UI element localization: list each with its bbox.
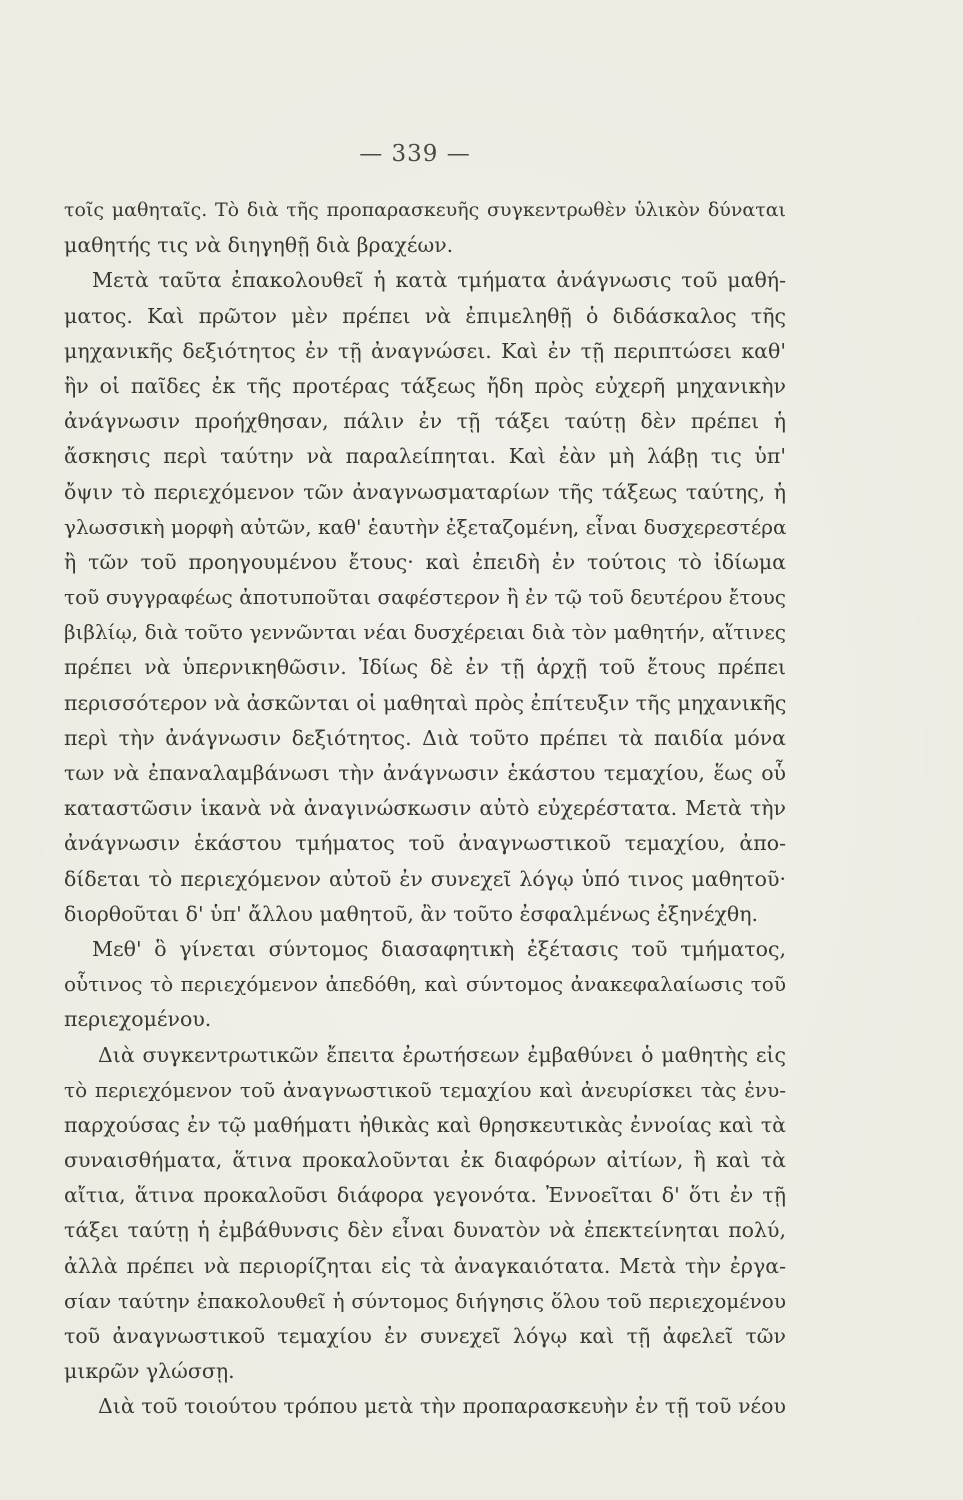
- text-line: οὗτινος τὸ περιεχόμενον ἀπεδόθη, καὶ σύντομος ἀνακεφαλαίωσις τοῦ: [64, 972, 786, 997]
- text-line: σίαν ταύτην ἐπακολουθεῖ ἡ σύντομος διήγησις ὅλου τοῦ περιεχομένου: [64, 1288, 786, 1313]
- text-line: βιβλίῳ, διὰ τοῦτο γεννῶνται νέαι δυσχέρειαι διὰ τὸν μαθητήν, αἵτινες: [64, 620, 786, 645]
- text-line: μαθητής τις νὰ διηγηθῇ διὰ βραχέων.: [64, 233, 454, 258]
- text-line: ὄψιν τὸ περιεχόμενον τῶν ἀναγνωσματαρίων τῆς τάξεως ταύτης, ἡ: [64, 479, 786, 504]
- text-line: ἀνάγνωσιν ἑκάστου τμήματος τοῦ ἀναγνωστικοῦ τεμαχίου, ἀπο-: [64, 831, 786, 856]
- text-line: τοῦ ἀναγνωστικοῦ τεμαχίου ἐν συνεχεῖ λόγῳ καὶ τῇ ἀφελεῖ τῶν: [64, 1324, 786, 1348]
- text-line: Διὰ τοῦ τοιούτου τρόπου μετὰ τὴν προπαρασκευὴν ἐν τῇ τοῦ νέου: [98, 1394, 786, 1419]
- text-line: ματος. Καὶ πρῶτον μὲν πρέπει νὰ ἐπιμεληθῇ ὁ διδάσκαλος τῆς: [64, 303, 786, 328]
- text-line: περὶ τὴν ἀνάγνωσιν δεξιότητος. Διὰ τοῦτο πρέπει τὰ παιδία μόνα: [64, 725, 786, 750]
- text-line: ἣν οἱ παῖδες ἐκ τῆς προτέρας τάξεως ἤδη πρὸς εὐχερῆ μηχανικὴν: [64, 373, 786, 398]
- text-line: τοῖς μαθηταῖς. Τὸ διὰ τῆς προπαρασκευῆς συγκεντρωθὲν ὑλικὸν δύναται: [64, 199, 786, 221]
- text-line: ἀνάγνωσιν προήχθησαν, πάλιν ἐν τῇ τάξει ταύτῃ δὲν πρέπει ἡ: [64, 409, 786, 434]
- text-line: μικρῶν γλώσσῃ.: [64, 1359, 235, 1384]
- text-line: αἴτια, ἅτινα προκαλοῦσι διάφορα γεγονότα. Ἐννοεῖται δ' ὅτι ἐν τῇ: [64, 1183, 786, 1208]
- text-line: διορθοῦται δ' ὑπ' ἄλλου μαθητοῦ, ἂν τοῦτο ἐσφαλμένως ἐξηνέχθη.: [64, 901, 759, 926]
- text-line: τοῦ συγγραφέως ἀποτυποῦται σαφέστερον ἢ ἐν τῷ τοῦ δευτέρου ἔτους: [64, 585, 786, 610]
- page-number: — 339 —: [359, 141, 471, 167]
- text-line: γλωσσικὴ μορφὴ αὐτῶν, καθ' ἑαυτὴν ἐξεταζομένη, εἶναι δυσχερεστέρα: [64, 514, 786, 539]
- text-line: τὸ περιεχόμενον τοῦ ἀναγνωστικοῦ τεμαχίου καὶ ἀνευρίσκει τὰς ἐνυ-: [64, 1077, 786, 1102]
- text-line: Διὰ συγκεντρωτικῶν ἔπειτα ἐρωτήσεων ἐμβαθύνει ὁ μαθητὴς εἰς: [98, 1042, 786, 1067]
- text-line: μηχανικῆς δεξιότητος ἐν τῇ ἀναγνώσει. Καὶ ἐν τῇ περιπτώσει καθ': [64, 338, 786, 363]
- text-line: δίδεται τὸ περιεχόμενον αὐτοῦ ἐν συνεχεῖ λόγῳ ὑπό τινος μαθητοῦ·: [64, 866, 786, 891]
- text-line: ἀλλὰ πρέπει νὰ περιορίζηται εἰς τὰ ἀναγκαιότατα. Μετὰ τὴν ἐργα-: [64, 1253, 786, 1278]
- text-line: πρέπει νὰ ὑπερνικηθῶσιν. Ἰδίως δὲ ἐν τῇ ἀρχῇ τοῦ ἔτους πρέπει: [64, 655, 786, 680]
- text-line: περισσότερον νὰ ἀσκῶνται οἱ μαθηταὶ πρὸς ἐπίτευξιν τῆς μηχανικῆς: [64, 690, 786, 715]
- body-text: [64, 193, 786, 1425]
- text-line: ἄσκησις περὶ ταύτην νὰ παραλείπηται. Καὶ ἐὰν μὴ λάβῃ τις ὑπ': [64, 444, 786, 469]
- text-line: παρχούσας ἐν τῷ μαθήματι ἠθικὰς καὶ θρησκευτικὰς ἐννοίας καὶ τὰ: [64, 1112, 786, 1137]
- text-line: των νὰ ἐπαναλαμβάνωσι τὴν ἀνάγνωσιν ἑκάστου τεμαχίου, ἕως οὗ: [64, 761, 786, 785]
- text-line: ἢ τῶν τοῦ προηγουμένου ἔτους· καὶ ἐπειδὴ ἐν τούτοις τὸ ἰδίωμα: [64, 549, 786, 574]
- text-line: καταστῶσιν ἱκανὰ νὰ ἀναγινώσκωσιν αὐτὸ εὐχερέστατα. Μετὰ τὴν: [64, 796, 786, 821]
- text-line: Μετὰ ταῦτα ἐπακολουθεῖ ἡ κατὰ τμήματα ἀνάγνωσις τοῦ μαθή-: [92, 268, 786, 293]
- text-line: συναισθήματα, ἅτινα προκαλοῦνται ἐκ διαφόρων αἰτίων, ἢ καὶ τὰ: [64, 1148, 786, 1173]
- text-line: Μεθ' ὃ γίνεται σύντομος διασαφητικὴ ἐξέτασις τοῦ τμήματος,: [92, 936, 786, 961]
- text-line: τάξει ταύτῃ ἡ ἐμβάθυνσις δὲν εἶναι δυνατὸν νὰ ἐπεκτείνηται πολύ,: [64, 1218, 786, 1243]
- text-line: περιεχομένου.: [64, 1007, 212, 1032]
